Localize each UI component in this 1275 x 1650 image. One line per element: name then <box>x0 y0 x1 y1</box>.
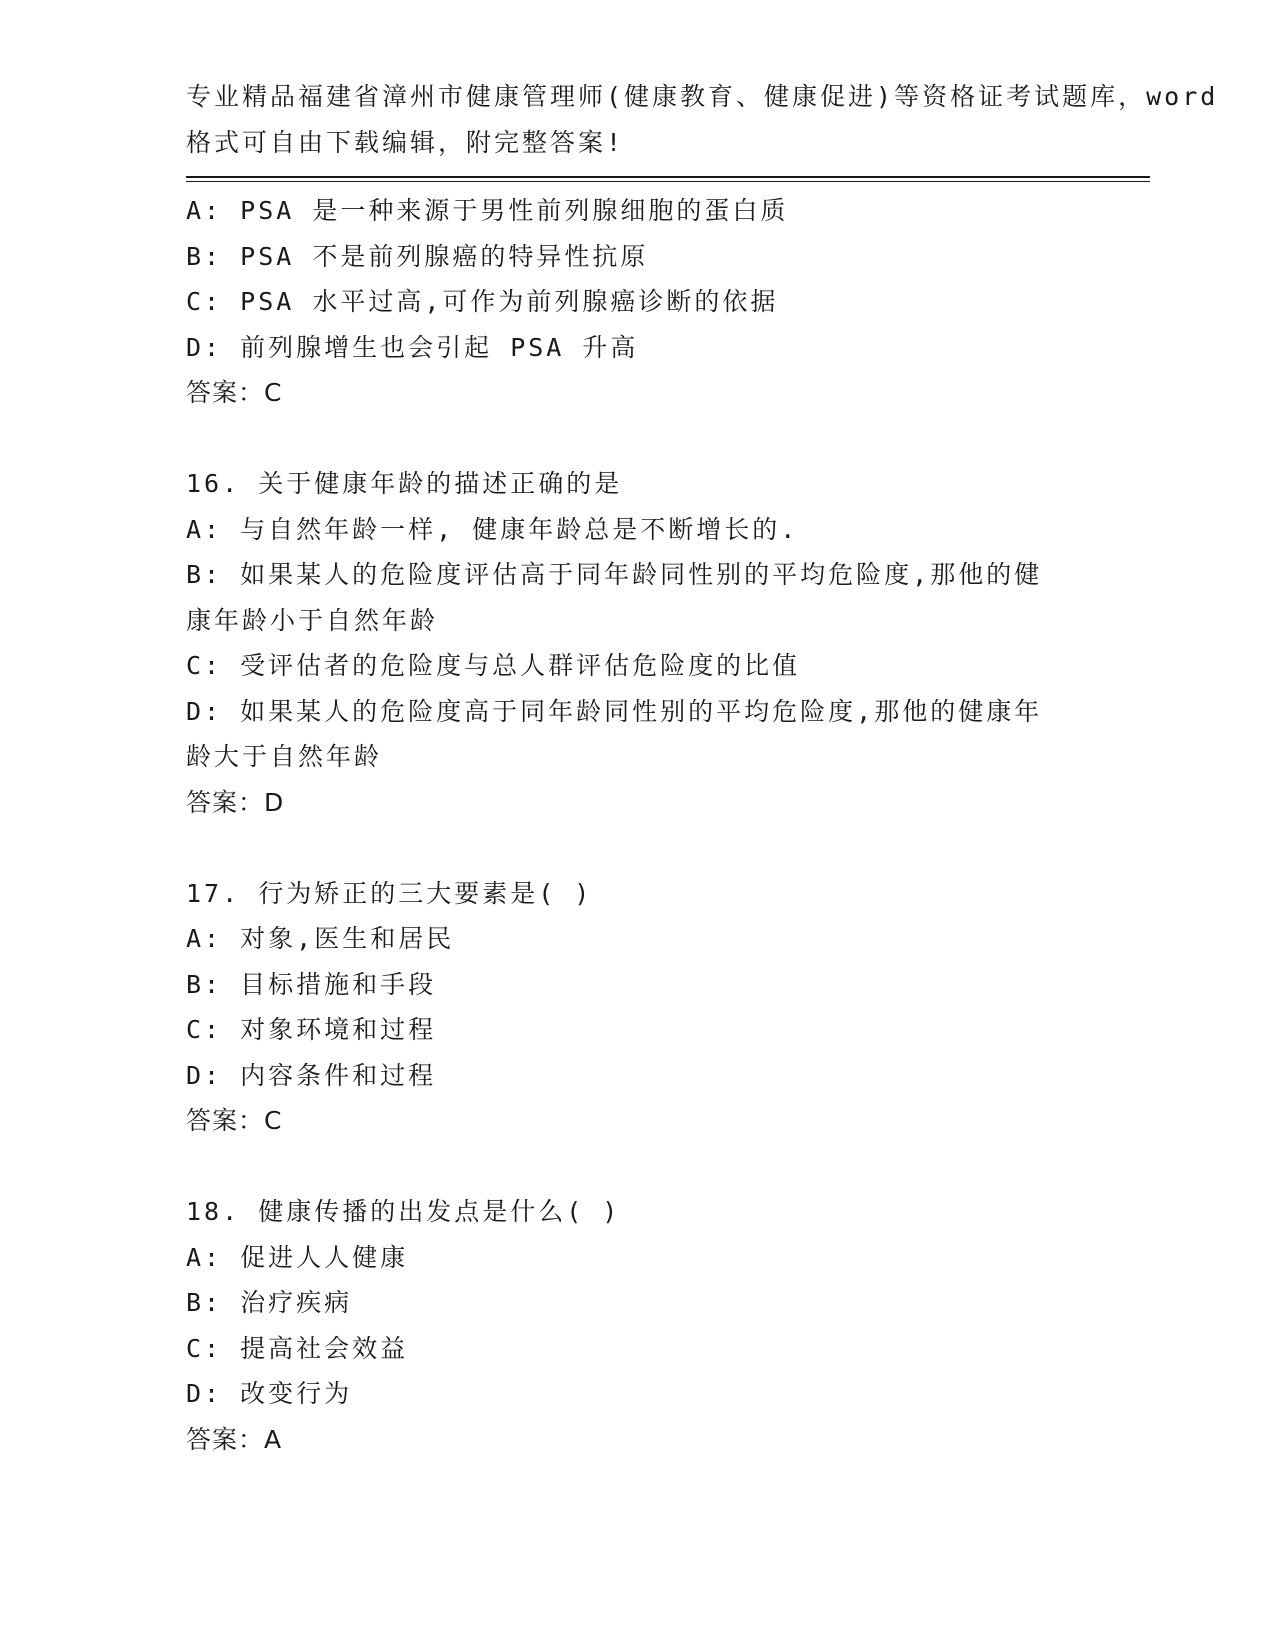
option-a: A: PSA 是一种来源于男性前列腺细胞的蛋白质 <box>186 196 789 225</box>
option-d: D: 前列腺增生也会引起 PSA 升高 <box>186 332 639 362</box>
option-b-line-1: B: 如果某人的危险度评估高于同年龄同性别的平均危险度,那他的健 <box>186 560 1043 589</box>
question-15-block <box>186 188 1106 416</box>
header-divider-thin <box>186 181 1150 182</box>
header-line-2: 格式可自由下载编辑，附完整答案! <box>186 127 625 157</box>
option-d: D: 改变行为 <box>186 1379 353 1408</box>
question-text: 17. 行为矫正的三大要素是( ) <box>186 878 593 908</box>
option-d-line-2: 龄大于自然年龄 <box>186 742 383 771</box>
option-d: D: 内容条件和过程 <box>186 1060 437 1090</box>
option-c: C: PSA 水平过高,可作为前列腺癌诊断的依据 <box>186 287 779 316</box>
option-b: B: PSA 不是前列腺癌的特异性抗原 <box>186 241 649 271</box>
answer: 答案：C <box>186 378 283 407</box>
answer: 答案：D <box>186 787 285 817</box>
spacer <box>186 1144 1106 1190</box>
question-text: 18. 健康传播的出发点是什么( ) <box>186 1197 621 1226</box>
option-c: C: 对象环境和过程 <box>186 1015 437 1044</box>
option-a: A: 促进人人健康 <box>186 1242 409 1272</box>
option-b: B: 目标措施和手段 <box>186 969 437 999</box>
question-text: 16. 关于健康年龄的描述正确的是 <box>186 469 623 498</box>
header-divider-thick <box>186 176 1150 178</box>
option-c: C: 受评估者的危险度与总人群评估危险度的比值 <box>186 651 801 680</box>
option-a: A: 与自然年龄一样, 健康年龄总是不断增长的. <box>186 514 799 544</box>
option-b-line-2: 康年龄小于自然年龄 <box>186 605 439 635</box>
spacer <box>186 416 1106 462</box>
question-17-block <box>186 871 1106 1144</box>
spacer <box>186 825 1106 871</box>
answer: 答案：A <box>186 1424 283 1454</box>
question-18-block <box>186 1189 1106 1462</box>
document-header <box>186 74 1219 165</box>
option-a: A: 对象,医生和居民 <box>186 924 455 953</box>
question-list <box>186 188 1106 1462</box>
option-b: B: 治疗疾病 <box>186 1288 353 1317</box>
header-line-1: 专业精品福建省漳州市健康管理师(健康教育、健康促进)等资格证考试题库，word <box>186 82 1219 111</box>
option-c: C: 提高社会效益 <box>186 1333 409 1363</box>
answer: 答案：C <box>186 1106 283 1135</box>
option-d-line-1: D: 如果某人的危险度高于同年龄同性别的平均危险度,那他的健康年 <box>186 696 1043 726</box>
question-16-block <box>186 461 1106 825</box>
